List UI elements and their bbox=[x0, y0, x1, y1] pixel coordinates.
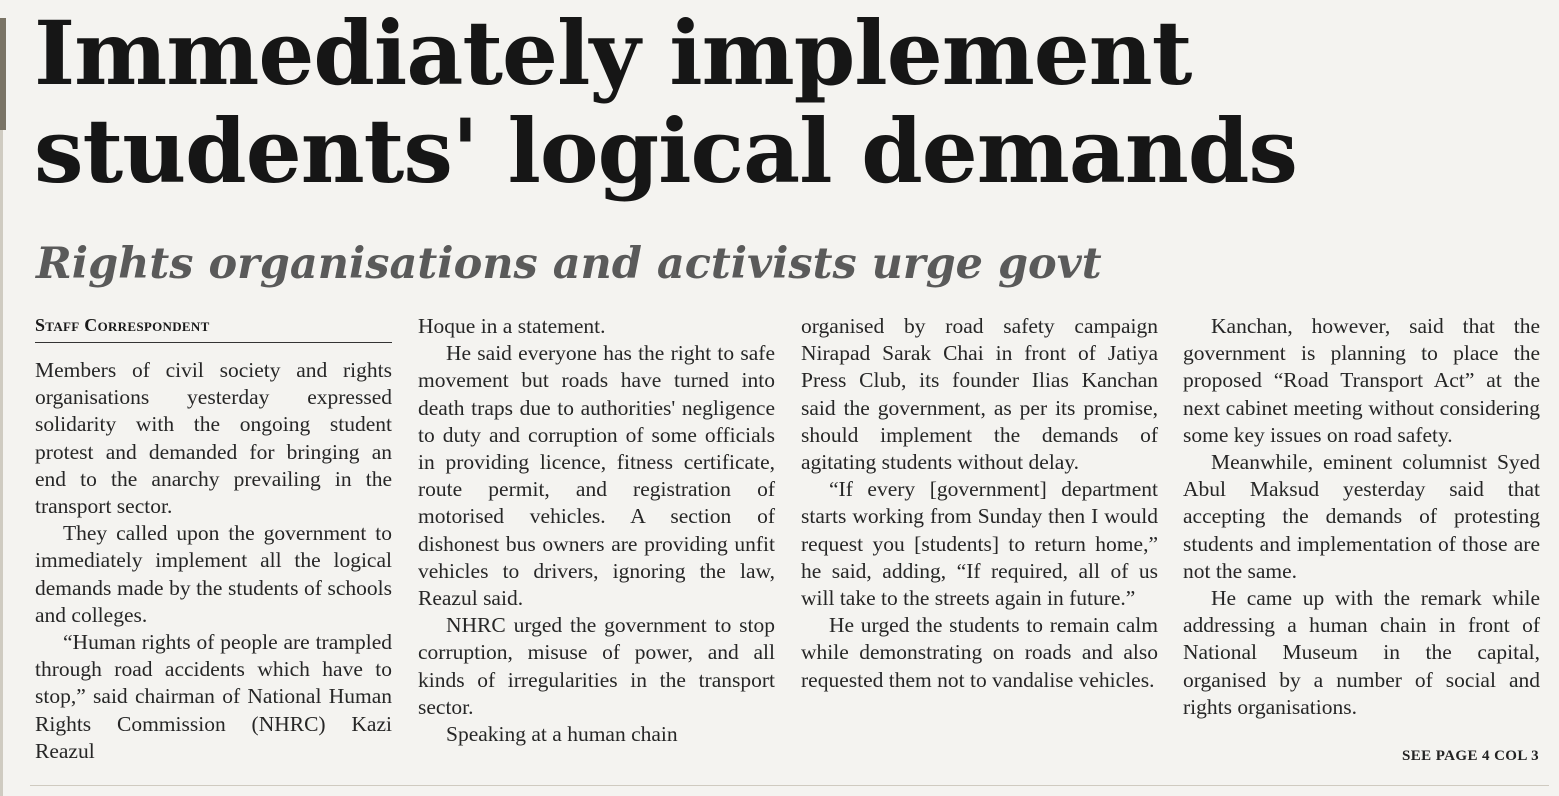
paragraph: He said everyone has the right to safe movement but roads have turned into death traps due to authorities' negligence to duty and corruption of some officials in providing licence, fitness certificate, route permit, and registration of motorised vehicles. A section of dishonest bus owners are providing unfit vehicles to drivers, ignoring the law, Reazul said. bbox=[418, 341, 775, 611]
bottom-rule bbox=[30, 785, 1549, 786]
article-column-3 bbox=[801, 313, 1158, 694]
paragraph: He came up with the remark while addressing a human chain in front of National Museum in the capital, organised by a number of social and rights organisations. bbox=[1183, 586, 1540, 719]
page-edge-strip bbox=[0, 18, 6, 130]
paragraph: Meanwhile, eminent columnist Syed Abul Maksud yesterday said that accepting the demands of protesting students and implementation of those are not the same. bbox=[1183, 450, 1540, 583]
byline: Staff Correspondent bbox=[35, 313, 392, 343]
article-column-2 bbox=[418, 313, 775, 748]
continued-jump-line: SEE PAGE 4 COL 3 bbox=[1402, 748, 1539, 764]
paragraph: Hoque in a statement. bbox=[418, 314, 606, 338]
paragraph: He urged the students to remain calm while demonstrating on roads and also requested them not to vandalise vehicles. bbox=[801, 613, 1158, 692]
subheadline: Rights organisations and activists urge govt bbox=[36, 239, 1102, 289]
article-column-4 bbox=[1183, 313, 1540, 721]
paragraph: “Human rights of people are trampled through road accidents which have to stop,” said chairman of National Human Rights Commission (NHRC) Kazi Reazul bbox=[35, 630, 392, 763]
paragraph: They called upon the government to immediately implement all the logical demands made by the students of schools and colleges. bbox=[35, 521, 392, 627]
paragraph: Kanchan, however, said that the government is planning to place the proposed “Road Transport Act” at the next cabinet meeting without considering some key issues on road safety. bbox=[1183, 314, 1540, 447]
paragraph: “If every [government] department starts working from Sunday then I would request you [students] to return home,” he said, adding, “If required, all of us will take to the streets again in future.” bbox=[801, 477, 1158, 611]
headline: Immediately implement students' logical demands bbox=[34, 1, 1297, 203]
paragraph: Members of civil society and rights organisations yesterday expressed solidarity with the ongoing student protest and demanded for bringing an end to the anarchy prevailing in the transport sector. bbox=[35, 358, 392, 519]
page-edge-shadow bbox=[0, 130, 3, 796]
article-column-1 bbox=[35, 313, 392, 765]
paragraph: NHRC urged the government to stop corruption, misuse of power, and all kinds of irregularities in the transport sector. bbox=[418, 613, 775, 719]
paragraph: organised by road safety campaign Nirapad Sarak Chai in front of Jatiya Press Club, its founder Ilias Kanchan said the government, as per its promise, should implement the demands of agitating students without delay. bbox=[801, 314, 1158, 475]
paragraph: Speaking at a human chain bbox=[446, 722, 678, 747]
